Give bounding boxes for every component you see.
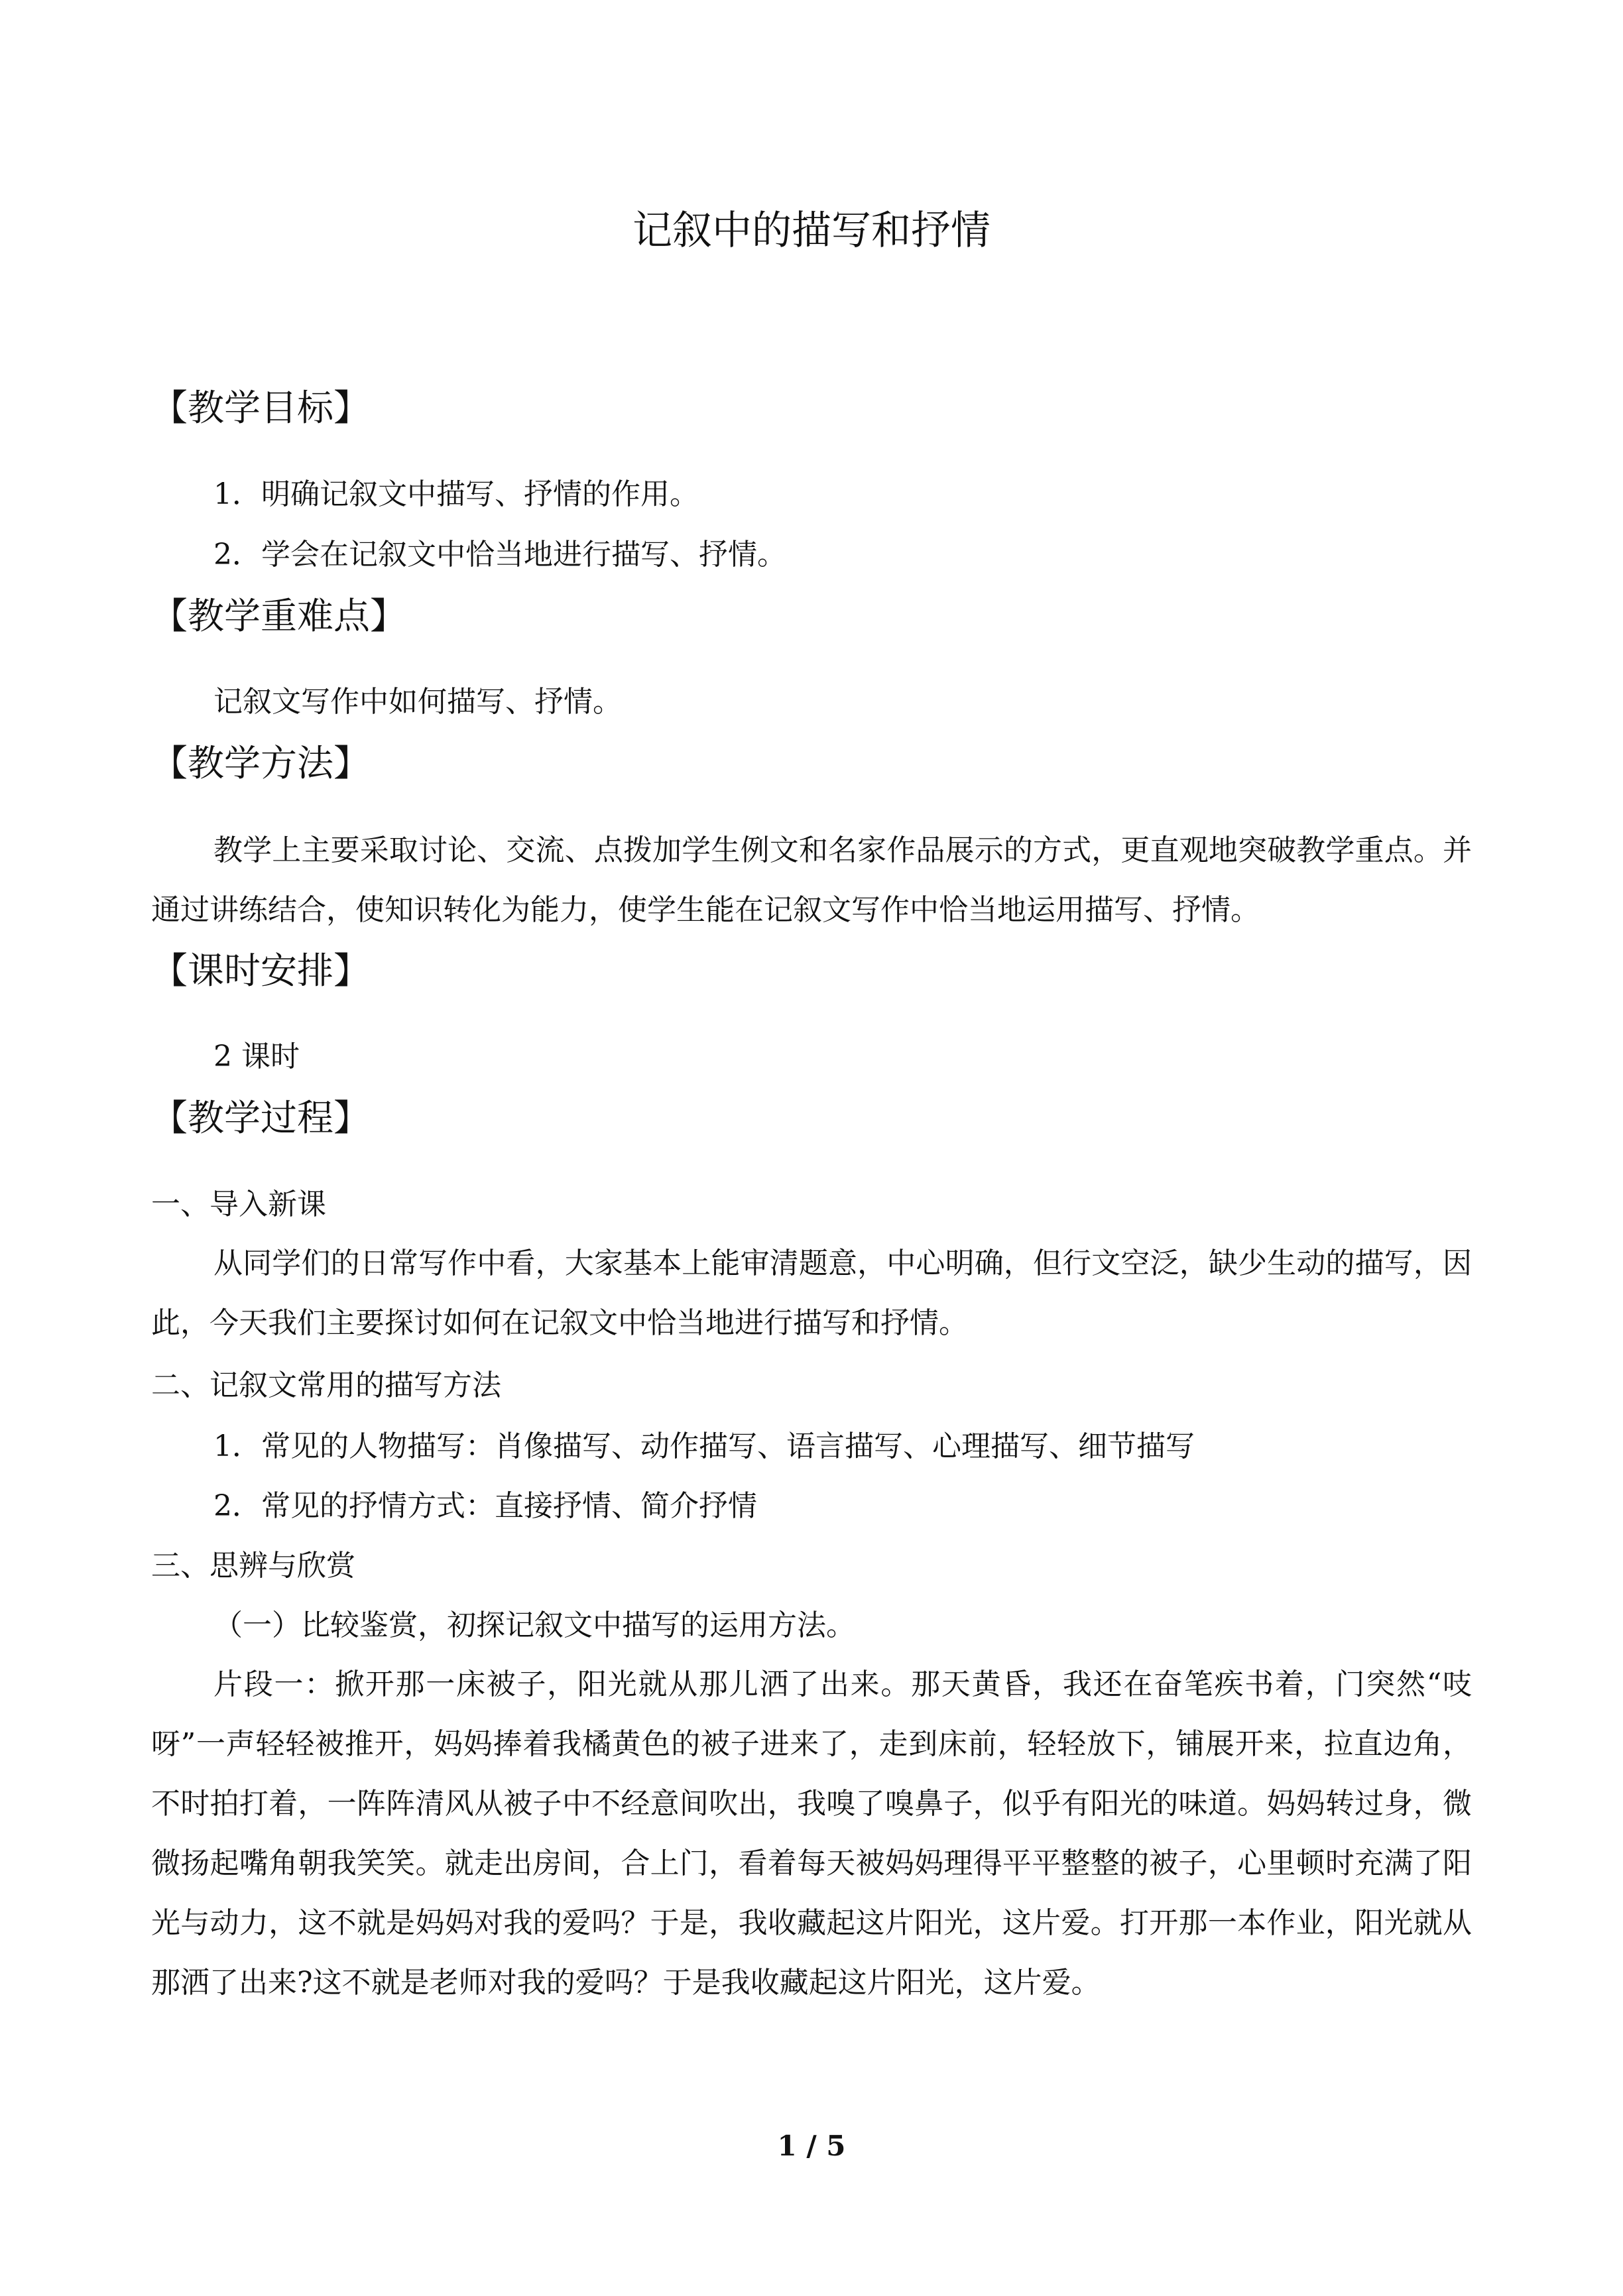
process-part2-item-2: 2．常见的抒情方式：直接抒情、简介抒情 [213,1489,757,1523]
process-part3-subtitle: （一）比较鉴赏，初探记叙文中描写的运用方法。 [213,1608,855,1642]
objective-item-2: 2．学会在记叙文中恰当地进行描写、抒情。 [213,538,786,572]
document-title: 记叙中的描写和抒情 [632,208,991,254]
process-part1-text: 从同学们的日常写作中看，大家基本上能审清题意，中心明确，但行文空泛，缺少生动的描写，因此，今天我们主要探讨如何在记叙文中恰当地进行描写和抒情。 [151,1246,1472,1340]
page-number: 1 / 5 [777,2130,846,2162]
heading-schedule: 【课时安排】 [151,949,371,992]
process-part3-title: 三、思辨与欣赏 [151,1549,355,1583]
process-excerpt: 片段一：掀开那一床被子，阳光就从那儿洒了出来。那天黄昏，我还在奋笔疾书着，门突然“吱呀”一声轻轻被推开，妈妈捧着我橘黄色的被子进来了，走到床前，轻轻放下，铺展开来，拉直边角，不时拍打着，一阵阵清风从被子中不经意间吹出，我嗅了嗅鼻子，似乎有阳光的味道。妈妈转过身，微微扬起嘴角朝我笑笑。就走出房间，合上门，看着每天被妈妈理得平平整整的被子，心里顿时充满了阳光与动力，这不就是妈妈对我的爱吗？于是，我收藏起这片阳光，这片爱。打开那一本作业，阳光就从那洒了出来?这不就是老师对我的爱吗？于是我收藏起这片阳光，这片爱。 [151,1667,1472,2000]
heading-objectives: 【教学目标】 [151,387,371,429]
schedule-text: 2 课时 [213,1040,300,1073]
process-part2-item-1: 1．常见的人物描写：肖像描写、动作描写、语言描写、心理描写、细节描写 [213,1429,1195,1463]
key-points-text: 记叙文写作中如何描写、抒情。 [213,685,622,719]
objective-item-1: 1．明确记叙文中描写、抒情的作用。 [213,477,699,511]
heading-methods: 【教学方法】 [151,742,371,784]
heading-process: 【教学过程】 [151,1097,371,1139]
heading-key-points: 【教学重难点】 [151,595,407,637]
methods-text: 教学上主要采取讨论、交流、点拨加学生例文和名家作品展示的方式，更直观地突破教学重点。并通过讲练结合，使知识转化为能力，使学生能在记叙文写作中恰当地运用描写、抒情。 [151,833,1472,927]
process-part2-title: 二、记叙文常用的描写方法 [151,1368,501,1402]
process-part1-title: 一、导入新课 [151,1187,326,1221]
